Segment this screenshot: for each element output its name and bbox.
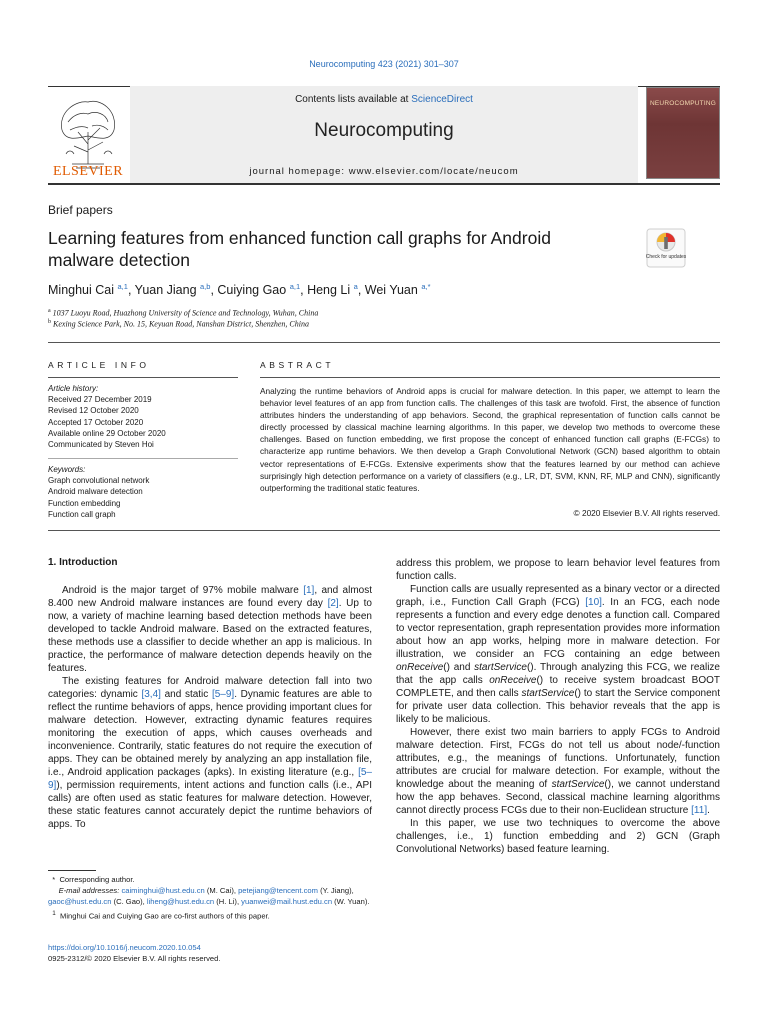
introduction-heading: 1. Introduction	[48, 557, 118, 568]
citation-link[interactable]: [11]	[691, 805, 708, 816]
history-communicated-by: Communicated by Steven Hoi	[48, 440, 154, 450]
intro-paragraph-4	[396, 583, 720, 726]
author-affiliation-mark[interactable]: a,1	[289, 282, 301, 291]
text-run: , and almost 8.400 new Android malware instances are found every day	[48, 585, 372, 609]
email-link[interactable]: yuanwei@mail.hust.edu.cn	[241, 897, 333, 907]
journal-citation-link[interactable]: Neurocomputing 423 (2021) 301–307	[309, 59, 459, 69]
citation-link[interactable]: [2]	[327, 598, 339, 609]
history-received: Received 27 December 2019	[48, 395, 152, 405]
footnote-rule	[48, 870, 96, 871]
email-owner: (M. Cai),	[204, 886, 239, 896]
history-revised: Revised 12 October 2020	[48, 406, 139, 416]
author-name[interactable]: Cuiying Gao	[217, 283, 287, 298]
author-affiliation-mark[interactable]: a	[353, 282, 358, 291]
corresponding-author-text: Corresponding author.	[59, 875, 135, 884]
affiliation-a	[48, 308, 318, 318]
intro-paragraph-6: In this paper, we use two techniques to overcome the above challenges, i.e., 1) function embedding and 2) GCN (Graph Convolutional Networks) based feature learning.	[396, 818, 720, 855]
keywords-rule	[48, 458, 238, 459]
text-run: () to receive system broadcast BOOT COMPLETE, and then calls	[396, 675, 720, 699]
affiliation-mark: b	[48, 319, 51, 325]
text-run: However, there exist two main barriers to apply FCGs to Android malware detection. First, FCGs do not tell us about node/-function attributes, e.g., the meanings of functions. Unfortunately, function attributes are crucial for malware detection. For example, without the knowledge about the meaning of	[396, 727, 720, 790]
keyword-item: Function embedding	[48, 498, 121, 508]
header-rule-bottom	[48, 183, 720, 185]
intro-paragraph-5	[396, 726, 720, 817]
keyword-item: Graph convolutional network	[48, 476, 150, 486]
text-run: . In an FCG, each node represents a function and every edge denotes a function call. Compared to vector representation, graph representation provides more information about how an app works, helping more in malware detection. For illustration, we consider an FCG containing an edge between	[396, 597, 720, 660]
article-section-type: Brief papers	[48, 203, 113, 217]
text-run: ), permission requirements, intent actions and function calls (i.e., API calls) are often used as static features for malware detection. However, these static features cannot accurately depict the runtime behaviors of apps. To	[48, 780, 372, 830]
homepage-prefix: journal homepage:	[249, 166, 349, 177]
function-name: startService	[521, 688, 575, 699]
text-run: and static	[160, 689, 212, 700]
email-link[interactable]: caiminghui@hust.edu.cn	[121, 886, 205, 896]
footnote-mark: 1	[52, 909, 56, 917]
article-info-rule	[48, 377, 238, 378]
intro-paragraph-2	[48, 675, 372, 831]
email-label: E-mail addresses:	[58, 886, 120, 896]
text-run: (). Through analyzing this FCG, we realize that the app calls	[396, 662, 720, 686]
abstract-copyright: © 2020 Elsevier B.V. All rights reserved.	[573, 508, 720, 518]
author-name[interactable]: Heng Li	[307, 283, 351, 298]
author-name[interactable]: Wei Yuan	[364, 283, 418, 298]
journal-cover-title: NEUROCOMPUTING	[650, 100, 716, 107]
history-accepted: Accepted 17 October 2020	[48, 417, 144, 427]
abstract-text: Analyzing the runtime behaviors of Android apps is crucial for malware detection. In this paper, we attempt to learn the behavior level features of an app from function calls. The challenges of this task are twofold. First, the absence of function attributes hinders the understanding of app behaviors. Second, the graphical representation of function calls cannot be directly processed by classical machine learning algorithms. In this paper, we develop two methods to overcome these challenges. Based on function embedding, we first propose the concept of enhanced function call graphs (E-FCGs) to characterize app runtime behaviors. We then develop a Graph Convolutional Network (GCN) based algorithm to obtain vector representations of E-FCGs. Extensive experiments show that the features learned by our method can achieve surprisingly high detection performance on a variety of classifiers (e.g., LR, DT, SVM, KNN, RF, MLP and CNN), significantly outperforming the traditional static features.	[260, 386, 720, 493]
email-link[interactable]: liheng@hust.edu.cn	[146, 897, 215, 907]
text-run: . Up to now, a variety of machine learning based detection methods have been developed to tackle Android malware. Based on the extracted features, these methods use a classifier to decide whether an app is malicious. In practice, the performance of malware detection depends heavily on the features.	[48, 598, 372, 674]
homepage-url-link[interactable]: www.elsevier.com/locate/neucom	[348, 166, 519, 177]
email-owner: (C. Gao),	[111, 897, 147, 907]
text-run: Android is the major target of 97% mobile malware	[62, 585, 304, 596]
journal-homepage-line	[130, 166, 638, 177]
corresponding-author-note	[48, 874, 374, 885]
history-available-online: Available online 29 October 2020	[48, 428, 166, 438]
citation-link[interactable]: [10]	[585, 597, 602, 608]
text-run: (), we cannot understand how the app behaves. Second, classical machine learning algorithms cannot directly process FCGs due to their non-Euclidean structure	[396, 779, 720, 816]
function-name: onReceive	[489, 675, 537, 686]
affiliation-text: 1037 Luoyu Road, Huazhong University of Science and Technology, Wuhan, China	[52, 308, 319, 318]
author-list: Minghui Cai $^{a,1}$, Yuan Jiang $^{a,b}$, Cuiying Gao $^{a,1}$, Heng Li $^a$, Wei Yuan $^{a,*}$	[48, 282, 431, 298]
affiliation-text: Kexing Science Park, No. 15, Keyuan Road, Nanshan District, Shenzhen, China	[53, 319, 309, 329]
email-owner: (Y. Jiang),	[317, 886, 354, 896]
citation-link[interactable]: [5–9]	[48, 767, 372, 791]
author-affiliation-mark[interactable]: a,1	[117, 282, 128, 291]
abstract-heading: ABSTRACT	[260, 360, 335, 370]
keywords-block	[48, 464, 228, 520]
contents-prefix: Contents lists available at	[295, 94, 412, 105]
doi-link[interactable]: https://doi.org/10.1016/j.neucom.2020.10.054	[48, 943, 201, 952]
email-link[interactable]: gaoc@hust.edu.cn	[48, 897, 112, 907]
email-addresses	[48, 885, 374, 907]
keyword-item: Android malware detection	[48, 487, 143, 497]
body-right-column	[396, 557, 720, 856]
author-affiliation-mark[interactable]: a,b	[200, 282, 211, 291]
footnote-mark: *	[52, 875, 56, 884]
email-owner: (W. Yuan).	[332, 897, 370, 907]
affiliation-b	[48, 319, 309, 329]
body-left-column	[48, 584, 372, 831]
journal-name: Neurocomputing	[314, 120, 454, 141]
intro-paragraph-3: address this problem, we propose to learn behavior level features from function calls.	[396, 558, 720, 582]
citation-link[interactable]: [5–9]	[211, 689, 235, 700]
issn-copyright: 0925-2312/© 2020 Elsevier B.V. All rights reserved.	[48, 954, 221, 963]
abstract-rule	[260, 377, 720, 378]
citation-link[interactable]: [3,4]	[141, 689, 161, 700]
text-run: () to start the Service component for private user data collection. This behavior reveals that the app is likely to be malicious.	[396, 688, 720, 725]
check-for-updates-icon[interactable]	[646, 228, 686, 268]
paper-title: Learning features from enhanced function call graphs for Android malware detection	[48, 228, 551, 270]
text-run: . Dynamic features are able to reflect the runtime behaviors of apps, hence providing important clues for malware detection. However, extracting dynamic features requires monitoring the execution of apps, which causes overheads and inconvenience. Contrarily, static features do not require the execution of apps. They can be obtained merely by analyzing an app installation file, i.e., Android application packages (apks). In existing literature (e.g.,	[48, 689, 372, 778]
text-run: () and	[443, 662, 475, 673]
citation-link[interactable]: [1]	[303, 585, 315, 596]
sciencedirect-link[interactable]: ScienceDirect	[411, 94, 473, 105]
keyword-item: Function call graph	[48, 509, 116, 519]
elsevier-wordmark: ELSEVIER	[52, 164, 124, 179]
keywords-label: Keywords:	[48, 465, 86, 474]
author-affiliation-mark[interactable]: a,*	[421, 282, 431, 291]
co-first-author-text: Minghui Cai and Cuiying Gao are co-first authors of this paper.	[60, 911, 270, 921]
text-run: The existing features for Android malware detection fall into two categories: dynamic	[48, 676, 372, 700]
co-first-author-note	[48, 908, 374, 922]
section-rule-bottom	[48, 530, 720, 531]
footnotes	[48, 874, 374, 921]
author-name[interactable]: Minghui Cai	[48, 283, 115, 298]
text-run: Function calls are usually represented as a binary vector or a directed graph, i.e., Function Call Graph (FCG)	[396, 584, 720, 608]
function-name: startService	[551, 779, 605, 790]
function-name: onReceive	[396, 662, 444, 673]
contents-available-line	[130, 94, 638, 105]
intro-paragraph-1	[48, 584, 372, 675]
affiliation-mark: a	[48, 308, 51, 314]
check-for-updates-label: Check for updates	[646, 254, 686, 260]
function-name: startService	[474, 662, 527, 673]
article-info-heading: ARTICLE INFO	[48, 360, 150, 370]
article-history	[48, 383, 228, 450]
article-history-label: Article history:	[48, 384, 99, 393]
email-link[interactable]: petejiang@tencent.com	[238, 886, 318, 896]
email-owner: (H. Li),	[214, 897, 242, 907]
text-run: .	[707, 805, 710, 816]
section-rule-top	[48, 342, 720, 343]
author-name[interactable]: Yuan Jiang	[134, 283, 197, 298]
